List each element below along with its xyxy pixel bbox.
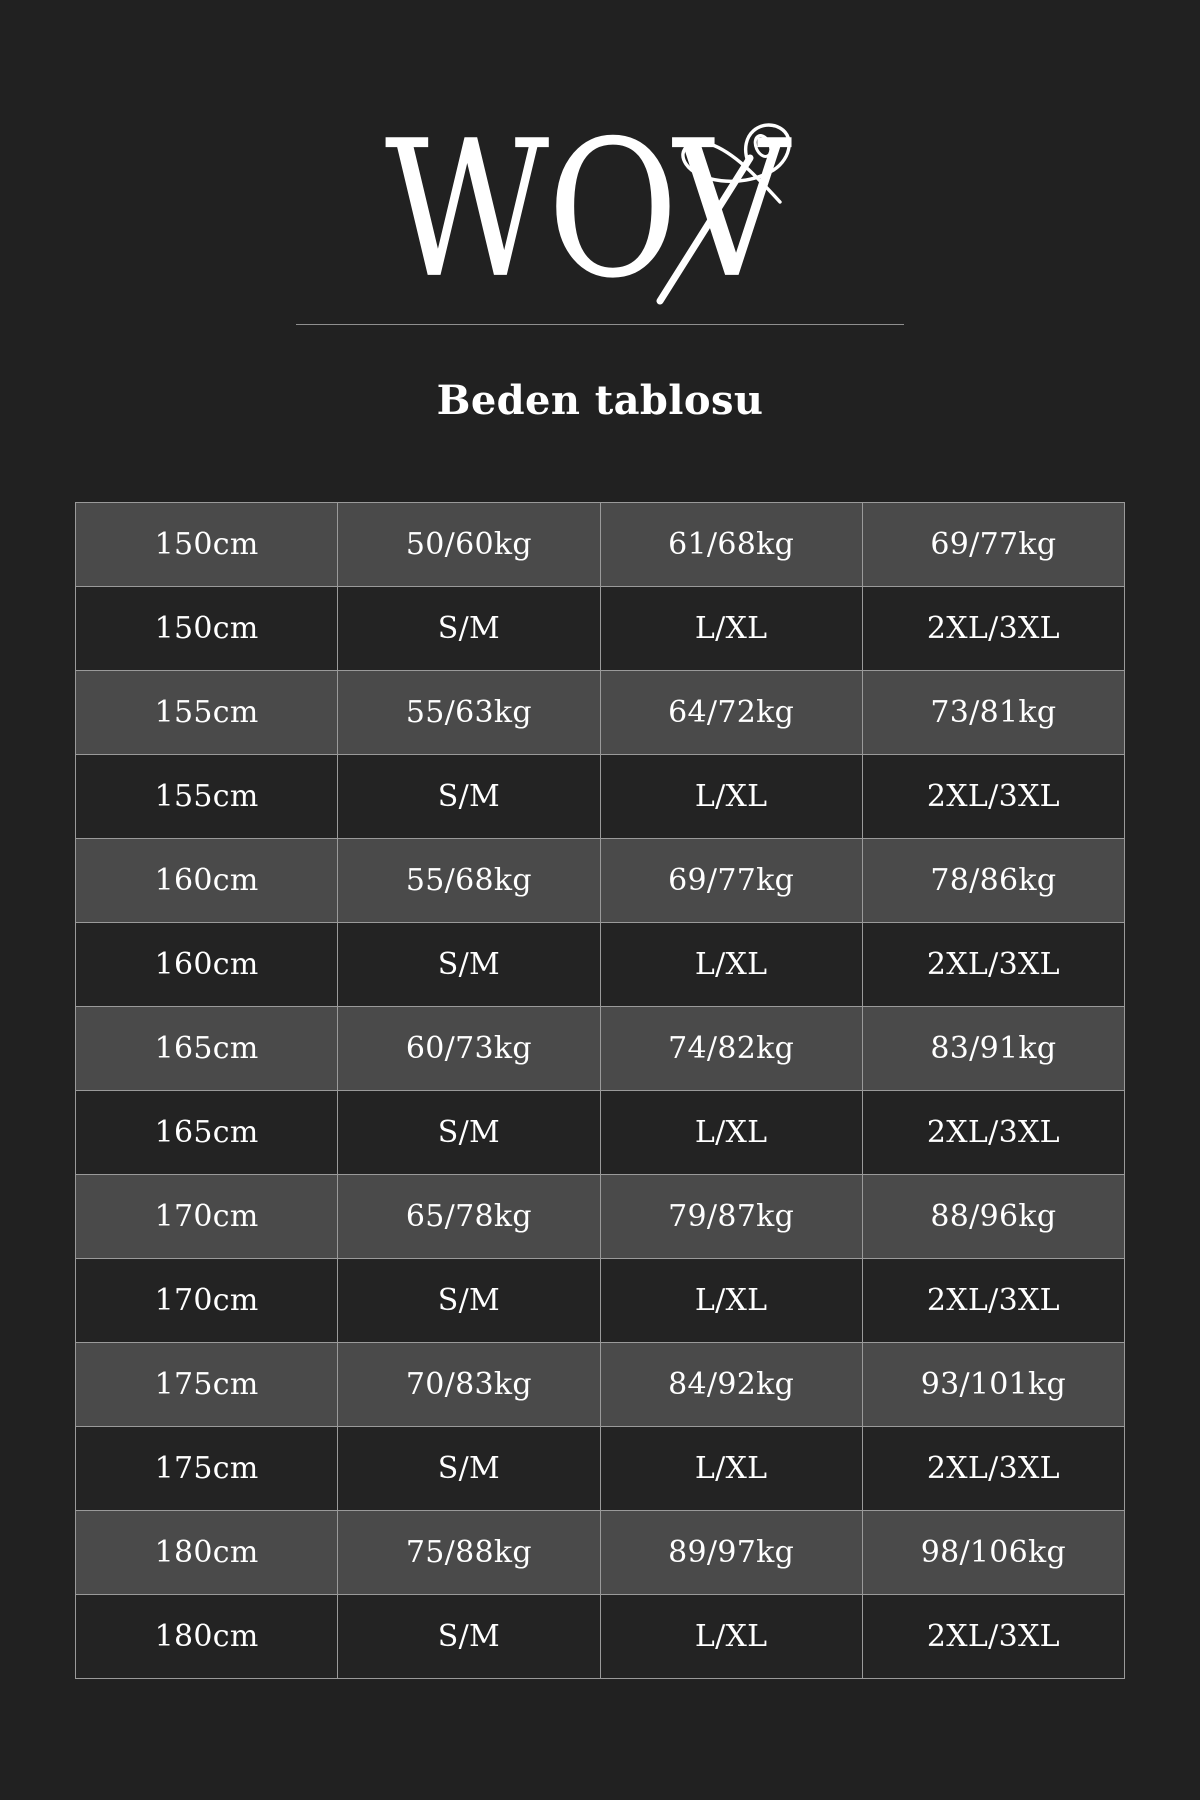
table-row — [76, 1175, 1125, 1259]
table-cell-value: 2XL/3XL — [862, 1259, 1124, 1343]
table-row — [76, 839, 1125, 923]
table-cell-value: 50/60kg — [338, 503, 600, 587]
brand-logo-text: WOV — [384, 99, 788, 320]
table-row — [76, 923, 1125, 1007]
table-cell-value: L/XL — [600, 587, 862, 671]
table-cell-value: 83/91kg — [862, 1007, 1124, 1091]
table-cell-height: 170cm — [76, 1259, 338, 1343]
table-cell-value: S/M — [338, 1595, 600, 1679]
table-cell-height: 180cm — [76, 1595, 338, 1679]
brand-block — [290, 99, 910, 325]
table-cell-value: L/XL — [600, 1595, 862, 1679]
table-row — [76, 587, 1125, 671]
table-cell-value: 2XL/3XL — [862, 587, 1124, 671]
table-cell-value: 61/68kg — [600, 503, 862, 587]
table-cell-value: S/M — [338, 587, 600, 671]
table-cell-value: S/M — [338, 1091, 600, 1175]
table-cell-value: 89/97kg — [600, 1511, 862, 1595]
table-cell-value: S/M — [338, 1427, 600, 1511]
table-cell-height: 165cm — [76, 1091, 338, 1175]
table-cell-value: L/XL — [600, 1259, 862, 1343]
table-row — [76, 1259, 1125, 1343]
table-cell-height: 170cm — [76, 1175, 338, 1259]
table-cell-value: 55/68kg — [338, 839, 600, 923]
page-title: Beden tablosu — [436, 377, 764, 424]
table-row — [76, 1091, 1125, 1175]
table-cell-value: 78/86kg — [862, 839, 1124, 923]
table-cell-value: 2XL/3XL — [862, 1427, 1124, 1511]
table-row — [76, 671, 1125, 755]
table-cell-value: 73/81kg — [862, 671, 1124, 755]
table-cell-value: 55/63kg — [338, 671, 600, 755]
table-cell-height: 155cm — [76, 671, 338, 755]
table-cell-value: 2XL/3XL — [862, 1091, 1124, 1175]
table-cell-value: S/M — [338, 923, 600, 1007]
table-row — [76, 1595, 1125, 1679]
table-cell-value: L/XL — [600, 1091, 862, 1175]
table-cell-value: 93/101kg — [862, 1343, 1124, 1427]
table-cell-value: S/M — [338, 755, 600, 839]
table-cell-value: 79/87kg — [600, 1175, 862, 1259]
table-cell-value: 84/92kg — [600, 1343, 862, 1427]
table-cell-value: L/XL — [600, 923, 862, 1007]
table-cell-value: L/XL — [600, 1427, 862, 1511]
table-cell-value: 2XL/3XL — [862, 923, 1124, 1007]
table-cell-height: 165cm — [76, 1007, 338, 1091]
table-cell-value: 69/77kg — [600, 839, 862, 923]
table-row — [76, 1343, 1125, 1427]
size-table-body — [76, 503, 1125, 1679]
table-cell-value: 70/83kg — [338, 1343, 600, 1427]
table-cell-value: 60/73kg — [338, 1007, 600, 1091]
table-cell-value: 74/82kg — [600, 1007, 862, 1091]
brand-logo — [300, 99, 900, 320]
table-cell-height: 175cm — [76, 1343, 338, 1427]
table-cell-height: 180cm — [76, 1511, 338, 1595]
size-table — [75, 502, 1125, 1679]
table-cell-value: 2XL/3XL — [862, 755, 1124, 839]
size-table-wrapper — [75, 502, 1125, 1679]
table-cell-height: 160cm — [76, 923, 338, 1007]
table-cell-value: S/M — [338, 1259, 600, 1343]
table-row — [76, 1427, 1125, 1511]
table-row — [76, 755, 1125, 839]
table-cell-value: 88/96kg — [862, 1175, 1124, 1259]
table-cell-height: 150cm — [76, 587, 338, 671]
table-cell-value: 2XL/3XL — [862, 1595, 1124, 1679]
table-cell-value: 75/88kg — [338, 1511, 600, 1595]
brand-divider — [296, 324, 904, 325]
table-cell-value: 69/77kg — [862, 503, 1124, 587]
table-cell-height: 175cm — [76, 1427, 338, 1511]
table-cell-height: 155cm — [76, 755, 338, 839]
table-cell-height: 160cm — [76, 839, 338, 923]
table-row — [76, 1511, 1125, 1595]
table-row — [76, 503, 1125, 587]
table-row — [76, 1007, 1125, 1091]
table-cell-value: 65/78kg — [338, 1175, 600, 1259]
table-cell-value: 64/72kg — [600, 671, 862, 755]
table-cell-height: 150cm — [76, 503, 338, 587]
table-cell-value: 98/106kg — [862, 1511, 1124, 1595]
table-cell-value: L/XL — [600, 755, 862, 839]
